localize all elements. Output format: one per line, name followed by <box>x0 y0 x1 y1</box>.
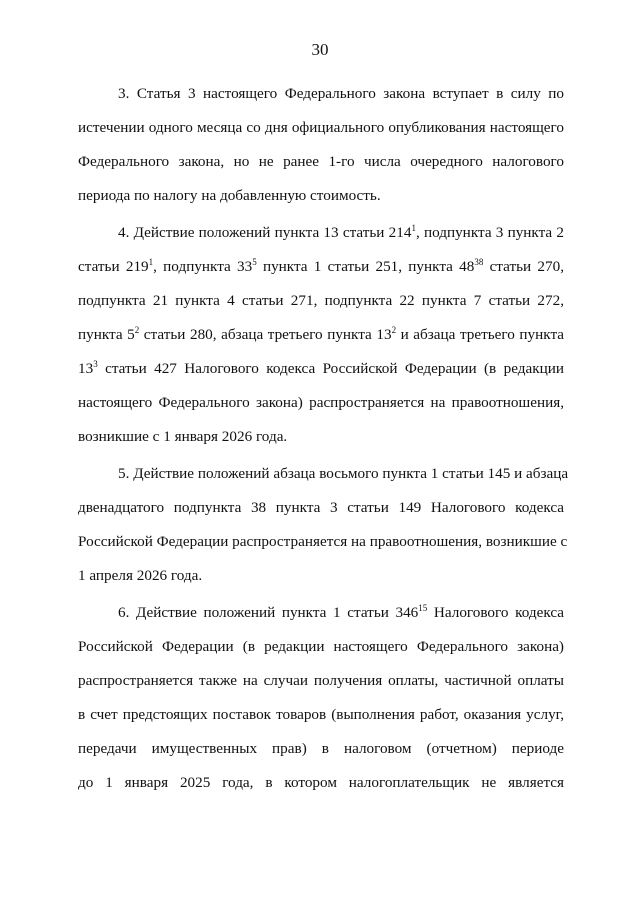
superscript: 2 <box>391 325 397 335</box>
paragraph-line: Федерального закона, но не ранее 1-го числа очередного налогового <box>78 153 564 170</box>
paragraph-line: до 1 января 2025 года, в котором налогоплательщик не является <box>78 774 564 791</box>
document-body <box>78 77 569 800</box>
paragraph-line: Российской Федерации (в редакции настоящего Федерального закона) <box>78 638 564 655</box>
paragraph-line: 4. Действие положений пункта 13 статьи $214^1$, подпункта 3 пункта 2 <box>118 223 564 241</box>
paragraph-line: распространяется также на случаи получения оплаты, частичной оплаты <box>78 672 564 689</box>
paragraph-line: периода по налогу на добавленную стоимость. <box>78 187 381 204</box>
paragraph-line: 1 апреля 2026 года. <box>78 567 203 584</box>
page-number: 30 <box>311 40 329 59</box>
paragraph-line: возникшие с 1 января 2026 года. <box>78 428 288 445</box>
superscript: 38 <box>474 257 484 267</box>
superscript: 3 <box>93 359 98 369</box>
paragraph-5 <box>78 457 569 593</box>
paragraph-line: статьи $219^1$, подпункта $33^5$ пункта 1 статьи 251, пункта $48^{38}$ статьи 270, <box>78 257 564 275</box>
paragraph-line: подпункта 21 пункта 4 статьи 271, подпункта 22 пункта 7 статьи 272, <box>78 292 564 309</box>
paragraph-line: 3. Статья 3 настоящего Федерального закона вступает в силу по <box>118 85 564 102</box>
paragraph-line: 5. Действие положений абзаца восьмого пункта 1 статьи 145 и абзаца <box>118 465 569 482</box>
superscript: 15 <box>418 603 428 613</box>
paragraph-line: пункта $5^2$ статьи 280, абзаца третьего пункта $13^2$ и абзаца третьего пункта <box>78 325 565 343</box>
paragraph-line: истечении одного месяца со дня официального опубликования настоящего <box>78 119 564 136</box>
paragraph-6 <box>78 596 564 800</box>
superscript: 1 <box>411 223 416 233</box>
paragraph-line: настоящего Федерального закона) распространяется на правоотношения, <box>78 394 564 411</box>
paragraph-line: передачи имущественных прав) в налоговом (отчетном) периоде <box>78 740 564 757</box>
superscript: 5 <box>252 257 257 267</box>
paragraph-line: 6. Действие положений пункта 1 статьи $346^{15}$ Налогового кодекса <box>118 603 564 621</box>
paragraph-line: Российской Федерации распространяется на правоотношения, возникшие с <box>78 533 568 550</box>
superscript: 2 <box>134 325 140 335</box>
paragraph-4 <box>78 216 564 454</box>
superscript: 1 <box>148 257 154 267</box>
paragraph-3 <box>78 77 564 213</box>
paragraph-line: $13^3$ статьи 427 Налогового кодекса Российской Федерации (в редакции <box>78 359 564 377</box>
paragraph-line: двенадцатого подпункта 38 пункта 3 статьи 149 Налогового кодекса <box>78 499 564 516</box>
paragraph-line: в счет предстоящих поставок товаров (выполнения работ, оказания услуг, <box>78 706 564 723</box>
